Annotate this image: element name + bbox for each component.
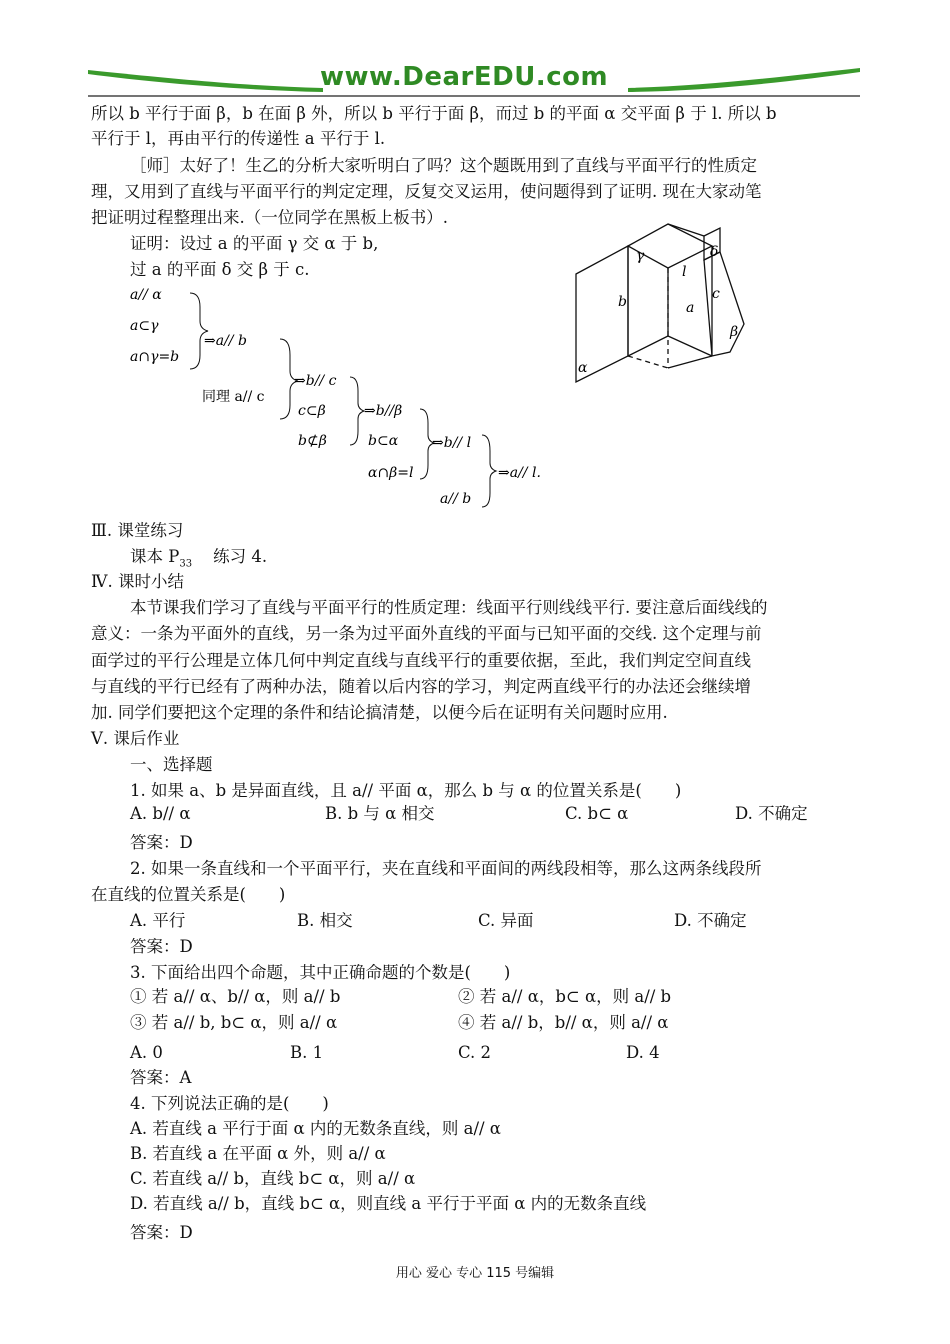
proof-line: 证明：设过 a 的平面 γ 交 α 于 b, xyxy=(130,234,379,253)
label-c: c xyxy=(712,286,720,302)
answer: 答案：D xyxy=(130,937,193,956)
proposition: ① 若 a// α、b// α，则 a// b xyxy=(130,987,341,1006)
cond-4: c⊂β xyxy=(298,403,326,419)
exercise-text: 课本 P xyxy=(130,547,180,566)
proof-derivation xyxy=(128,285,568,515)
cond-3: a∩γ=b xyxy=(130,349,180,365)
summary-line: 面学过的平行公理是立体几何中判定直线与直线平行的重要依据，至此，我们判定空间直线 xyxy=(91,651,751,670)
question-stem: 在直线的位置关系是( ) xyxy=(91,885,286,904)
text-line: 把证明过程整理出来.（一位同学在黑板上板书）. xyxy=(91,208,448,227)
label-delta: δ xyxy=(710,244,719,260)
answer: 答案：D xyxy=(130,1223,193,1242)
question-stem: 3. 下面给出四个命题，其中正确命题的个数是( ) xyxy=(130,963,511,982)
proposition: ③ 若 a// b, b⊂ α，则 a// α xyxy=(130,1013,338,1032)
option: C. 2 xyxy=(458,1043,492,1062)
label-alpha: α xyxy=(578,360,588,376)
option: C. 若直线 a// b，直线 b⊂ α，则 a// α xyxy=(130,1169,416,1188)
option: C. b⊂ α xyxy=(565,804,629,823)
summary-line: 加. 同学们要把这个定理的条件和结论搞清楚，以便今后在证明有关问题时应用. xyxy=(91,703,668,722)
summary-line: 本节课我们学习了直线与平面平行的性质定理：线面平行则线线平行. 要注意后面线线的 xyxy=(130,598,768,617)
text-line: 所以 b 平行于面 β，b 在面 β 外，所以 b 平行于面 β，而过 b 的平面 α 交平面 β 于 l. 所以 b xyxy=(91,104,777,123)
cond-5: b⊄β xyxy=(298,433,327,449)
exercise-sub: 33 xyxy=(179,558,193,570)
option: A. b// α xyxy=(130,804,191,823)
section-title: Ⅳ. 课时小结 xyxy=(91,572,184,591)
option: D. 若直线 a// b，直线 b⊂ α，则直线 a 平行于平面 α 内的无数条直线 xyxy=(130,1194,647,1213)
label-a: a xyxy=(686,300,695,316)
cond-6: b⊂α xyxy=(368,433,399,449)
same-reason: 同理 a// c xyxy=(202,389,265,405)
question-stem: 2. 如果一条直线和一个平面平行，夹在直线和平面间的两线段相等，那么这两条线段所 xyxy=(130,859,762,878)
section-title: Ⅲ. 课堂练习 xyxy=(91,521,184,540)
proposition: ② 若 a// α，b⊂ α，则 a// b xyxy=(458,987,672,1006)
label-l: l xyxy=(682,264,687,280)
result-2: ⇒b// c xyxy=(294,373,337,389)
result-5: ⇒a// l. xyxy=(498,465,541,481)
question-stem: 4. 下列说法正确的是( ) xyxy=(130,1094,329,1113)
page-footer: 用心 爱心 专心 115 号编辑 xyxy=(395,1266,555,1281)
cond-1: a// α xyxy=(130,287,162,303)
label-beta: β xyxy=(730,324,739,340)
option: B. b 与 α 相交 xyxy=(325,804,435,823)
summary-line: 与直线的平行已经有了两种办法，随着以后内容的学习，判定两直线平行的办法还会继续增 xyxy=(91,677,751,696)
exercise-after: 练习 4. xyxy=(213,547,268,566)
text-line: 平行于 l，再由平行的传递性 a 平行于 l. xyxy=(91,129,386,148)
result-1: ⇒a// b xyxy=(204,333,247,349)
answer: 答案：A xyxy=(130,1068,192,1087)
label-b: b xyxy=(618,294,627,310)
option: A. 平行 xyxy=(130,911,186,930)
result-4: ⇒b// l xyxy=(432,435,472,451)
option: A. 若直线 a 平行于面 α 内的无数条直线，则 a// α xyxy=(130,1119,501,1138)
label-gamma: γ xyxy=(636,248,645,264)
option: A. 0 xyxy=(130,1043,163,1062)
option: B. 相交 xyxy=(297,911,353,930)
subsection-title: 一、选择题 xyxy=(130,755,213,774)
cond-8: a// b xyxy=(440,491,472,507)
option: D. 不确定 xyxy=(735,804,808,823)
option: D. 4 xyxy=(626,1043,660,1062)
text-line: 理，又用到了直线与平面平行的判定定理，反复交叉运用，使问题得到了证明. 现在大家动笔 xyxy=(91,182,762,201)
answer: 答案：D xyxy=(130,833,193,852)
site-logo: www.DearEDU.com xyxy=(320,62,609,92)
question-stem: 1. 如果 a、b 是异面直线，且 a// 平面 α，那么 b 与 α 的位置关系是( ) xyxy=(130,781,682,800)
option: B. 若直线 a 在平面 α 外，则 a// α xyxy=(130,1144,386,1163)
text-line: ［师］太好了！生乙的分析大家听明白了吗？这个题既用到了直线与平面平行的性质定 xyxy=(130,156,757,175)
section-title: Ⅴ. 课后作业 xyxy=(91,729,180,748)
cond-7: α∩β=l xyxy=(368,465,414,481)
proof-line: 过 a 的平面 δ 交 β 于 c. xyxy=(130,260,310,279)
result-3: ⇒b//β xyxy=(364,403,403,419)
proposition: ④ 若 a// b，b// α，则 a// α xyxy=(458,1013,669,1032)
cond-2: a⊂γ xyxy=(130,318,159,334)
summary-line: 意义：一条为平面外的直线，另一条为过平面外直线的平面与已知平面的交线. 这个定理与前 xyxy=(91,624,762,643)
option: D. 不确定 xyxy=(674,911,747,930)
option: B. 1 xyxy=(290,1043,324,1062)
option: C. 异面 xyxy=(478,911,534,930)
geometry-figure xyxy=(568,212,758,387)
